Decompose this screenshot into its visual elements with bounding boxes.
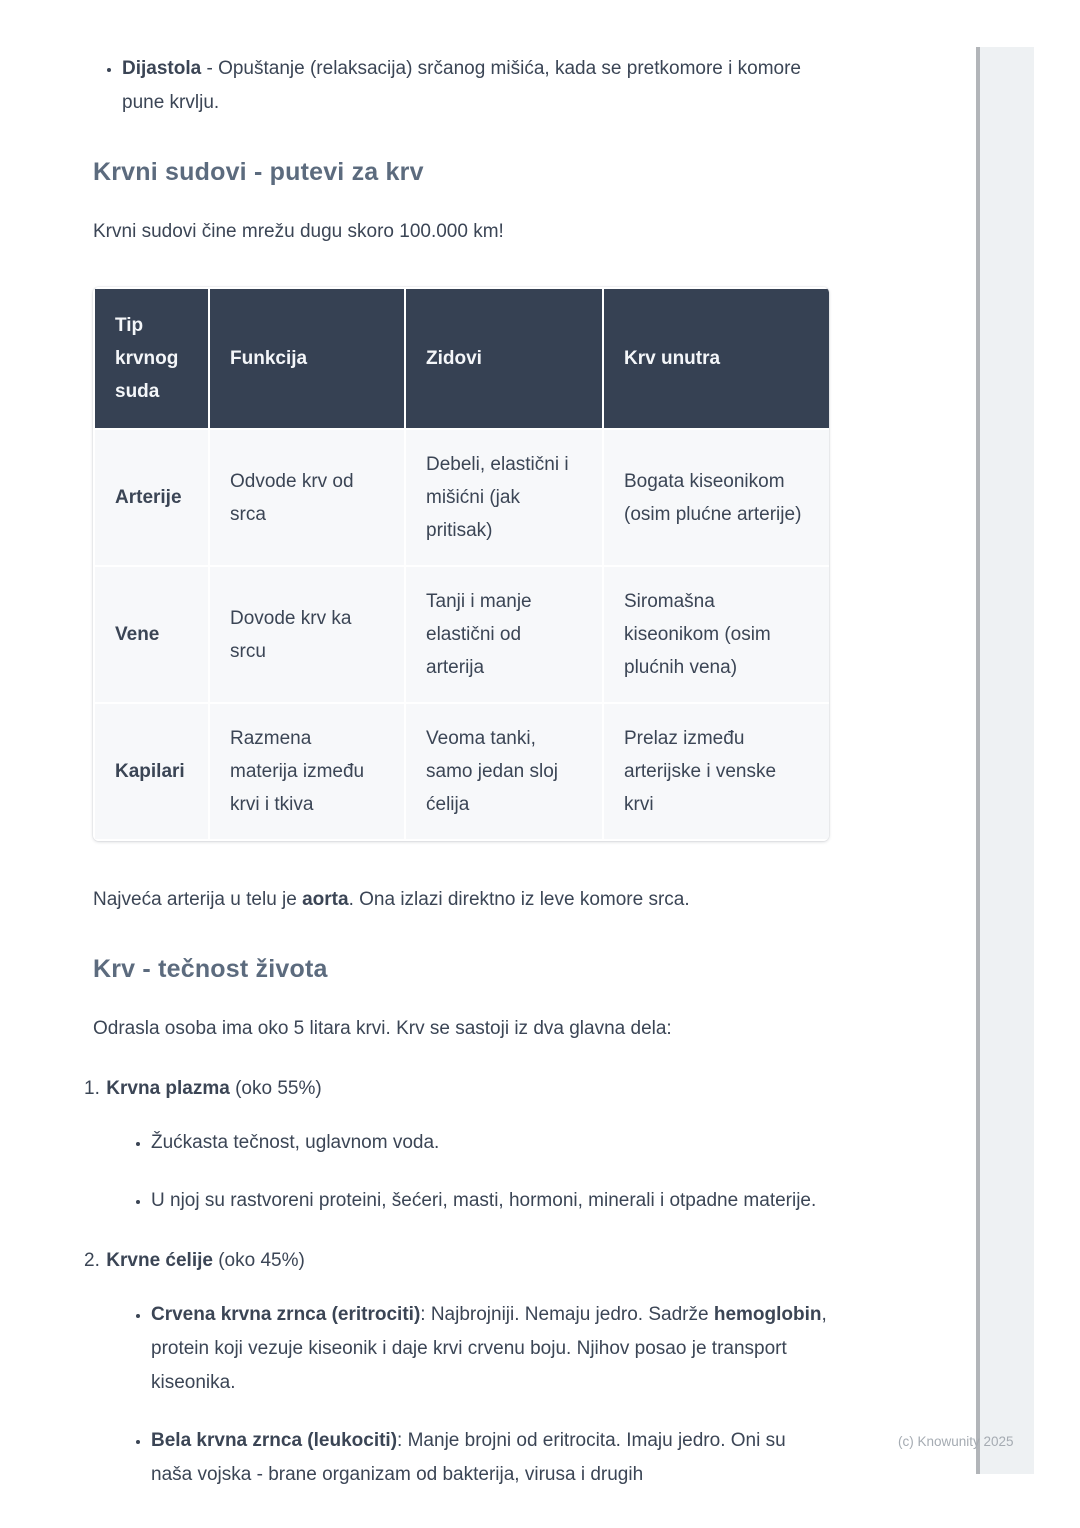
table-row-veins [94, 566, 829, 703]
table-cell: Arterije [94, 429, 209, 566]
table-cell: Debeli, elastični i mišićni (jak pritisak) [405, 429, 603, 566]
hemoglobin-term: hemoglobin [713, 1304, 822, 1325]
table-row-capillaries [94, 703, 829, 840]
table-header-cell-type: Tip krvnog suda [94, 288, 209, 429]
table-row-arteries [94, 429, 829, 566]
cells-sub-list [84, 1298, 829, 1492]
table-cell: Siromašna kiseonikom (osim plućnih vena) [603, 566, 829, 703]
table-cell: Tanji i manje elastični od arterija [405, 566, 603, 703]
plasma-term: Krvna plazma [106, 1078, 230, 1099]
aorta-term: aorta [302, 889, 349, 910]
table-cell: Kapilari [94, 703, 209, 840]
aorta-note-pre: Najveća arterija u telu je [93, 889, 303, 910]
table-cell: Prelaz između arterijske i venske krvi [603, 703, 829, 840]
list-item: • U njoj su rastvoreni proteini, šećeri, masti, hormoni, minerali i otpadne materije. [151, 1184, 829, 1218]
aorta-note-paragraph [93, 883, 829, 917]
diastole-term: Dijastola [122, 58, 202, 79]
list-item-diastole [122, 52, 829, 120]
section-heading-vessels: Krvni sudovi - putevi za krv [93, 158, 424, 186]
list-item-erythrocytes [151, 1298, 829, 1400]
blood-components-list [84, 1072, 829, 1492]
blood-vessels-table [93, 287, 829, 841]
diastole-definition: - Opuštanje (relaksacija) srčanog mišića, kada se pretkomore i komore pune krvlju. [122, 58, 801, 113]
table-cell: Dovode krv ka srcu [209, 566, 405, 703]
blood-vessels-table-wrapper [93, 287, 829, 841]
table-cell: Vene [94, 566, 209, 703]
scrollbar-track[interactable] [976, 47, 1034, 1474]
leukocytes-text: : Manje brojni od eritrocita. Imaju jedro. Oni su naša vojska - brane organizam od bakterija, virusa i drugih [151, 1430, 786, 1485]
document-content [84, 52, 829, 1492]
plasma-suffix: (oko 55%) [229, 1078, 322, 1099]
copyright-footer: (c) Knowunity 2025 [898, 1434, 1014, 1449]
item-number: 2. [84, 1250, 100, 1271]
table-header-cell-function: Funkcija [209, 288, 405, 429]
table-cell: Veoma tanki, samo jedan sloj ćelija [405, 703, 603, 840]
blood-intro-paragraph: Odrasla osoba ima oko 5 litara krvi. Krv se sastoji iz dva glavna dela: [93, 1018, 672, 1039]
erythrocytes-term: Crvena krvna zrnca (eritrociti) [151, 1304, 421, 1325]
table-header-cell-walls: Zidovi [405, 288, 603, 429]
erythrocytes-text: : Najbrojniji. Nemaju jedro. Sadrže [420, 1304, 714, 1325]
table-cell: Razmena materija između krvi i tkiva [209, 703, 405, 840]
table-cell: Odvode krv od srca [209, 429, 405, 566]
item-number: 1. [84, 1078, 100, 1099]
list-item: • Žućkasta tečnost, uglavnom voda. [151, 1126, 829, 1160]
erythrocytes-text2: , protein koji vezuje kiseonik i daje krvi crvenu boju. Njihov posao je transport kiseonika. [151, 1304, 827, 1393]
plasma-sub-list [84, 1126, 829, 1218]
cells-suffix: (oko 45%) [212, 1250, 305, 1271]
numbered-item-cells [84, 1244, 829, 1492]
table-header-row [94, 288, 829, 429]
list-item-leukocytes [151, 1424, 829, 1492]
diastole-bullet-list [93, 52, 829, 120]
leukocytes-term: Bela krvna zrnca (leukociti) [151, 1430, 398, 1451]
numbered-item-plasma [84, 1072, 829, 1218]
section-heading-blood: Krv - tečnost života [93, 955, 328, 983]
aorta-note-post: . Ona izlazi direktno iz leve komore srca. [348, 889, 690, 910]
table-header-cell-blood: Krv unutra [603, 288, 829, 429]
cells-term: Krvne ćelije [106, 1250, 213, 1271]
vessels-intro-paragraph: Krvni sudovi čine mrežu dugu skoro 100.000 km! [93, 221, 504, 242]
table-cell: Bogata kiseonikom (osim plućne arterije) [603, 429, 829, 566]
